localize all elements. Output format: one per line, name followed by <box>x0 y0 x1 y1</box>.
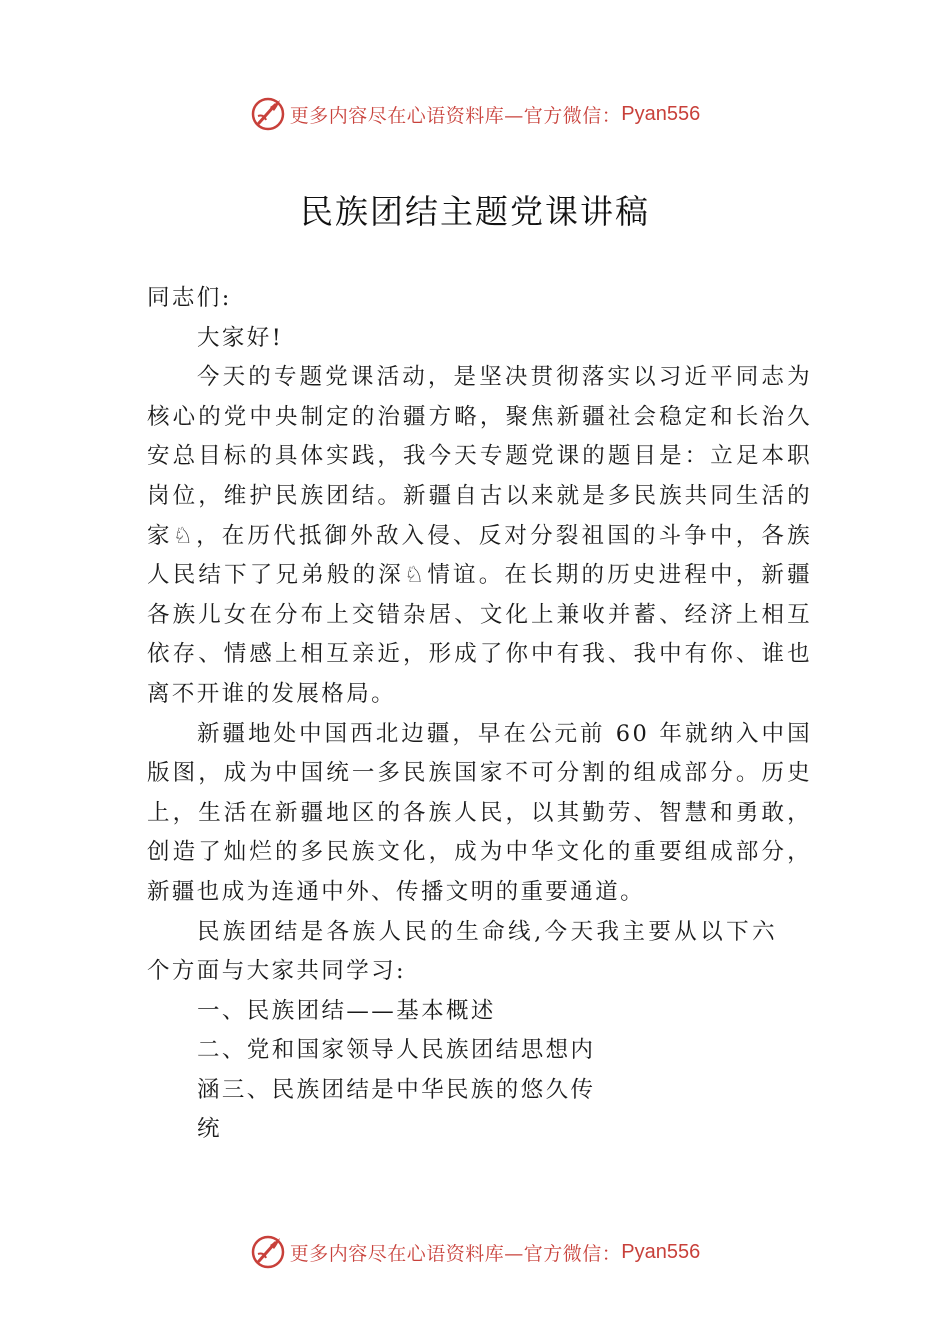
brush-logo-icon <box>250 1234 286 1270</box>
paragraph-2: 新疆地处中国西北边疆，早在公元前 60 年就纳入中国版图，成为中国统一多民族国家不可分割的组成部分。历史上，生活在新疆地区的各族人民，以其勤劳、智慧和勇敢， 创造了灿烂的多民族文化，成为中华文化的重要组成部分， 新疆也成为连通中外、传播文明的重要通道。 <box>147 720 812 905</box>
paragraph-3: 民族团结是各族人民的生命线,今天我主要从以下六个方面与大家共同学习: <box>147 918 777 985</box>
footer-wechat-id: Pyan556 <box>621 1240 701 1263</box>
header-wechat-id: Pyan556 <box>621 102 701 125</box>
salutation: 同志们: <box>147 285 232 311</box>
outline-item-1: 一、民族团结——基本概述 <box>197 997 496 1024</box>
document-title: 民族团结主题党课讲稿 <box>300 192 650 231</box>
footer-banner-text: 更多内容尽在心语资料库—官方微信： <box>289 1242 622 1265</box>
greeting: 大家好! <box>197 324 284 351</box>
brush-logo-icon <box>250 96 286 132</box>
outline-item-2: 二、党和国家领导人民族团结思想内涵三、民族团结是中华民族的悠久传统 <box>197 1037 596 1143</box>
paragraph-1: 今天的专题党课活动，是坚决贯彻落实以习近平同志为核心的党中央制定的治疆方略，聚焦新疆社会稳定和长治久安总目标的具体实践，我今天专题党课的题目是：立足本职岗位，维护民族团结。新疆自古以来就是多民族共同生活的家♘，在历代抵御外敌入侵、反对分裂祖国的斗争中，各族人民结下了兄弟般的深♘情谊。在长期的历史进程中，新疆各族儿女在分布上交错杂居、文化上兼收并蓄、经济上相互依存、情感上相互亲近，形成了你中有我、我中有你、谁也离不开谁的发展格局。 <box>147 364 812 707</box>
header-banner-text: 更多内容尽在心语资料库—官方微信： <box>289 104 622 127</box>
document-body <box>147 279 812 1150</box>
footer-banner <box>0 1232 950 1272</box>
header-banner <box>0 94 950 134</box>
